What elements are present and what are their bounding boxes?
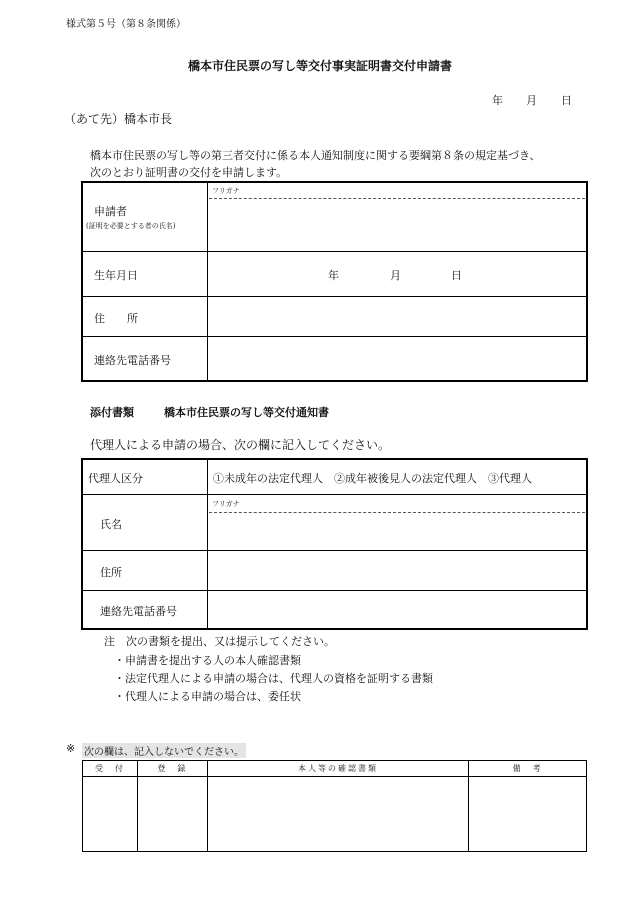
office-header-reception: 受 付	[83, 761, 138, 777]
office-header-remarks: 備 考	[469, 761, 587, 777]
agent-category-label: 代理人区分	[88, 472, 143, 485]
birth-date-label: 生年月日	[94, 269, 138, 282]
office-cell-registration	[137, 777, 207, 852]
office-use-mark: ※	[66, 742, 76, 755]
date-year: 年	[492, 94, 503, 107]
intro-line-2: 次のとおり証明書の交付を申請します。	[90, 166, 288, 179]
office-header-registration: 登 録	[137, 761, 207, 777]
intro-line-1: 橋本市住民票の写し等の第三者交付に係る本人通知制度に関する要綱第８条の規定基づき、	[90, 149, 541, 162]
birth-year-unit: 年	[328, 269, 339, 282]
office-cell-reception	[83, 777, 138, 852]
agent-address-field[interactable]	[209, 552, 585, 588]
notes-header: 注 次の書類を提出、又は提示してください。	[104, 635, 335, 648]
birth-day-unit: 日	[451, 269, 462, 282]
form-number: 様式第５号（第８条関係）	[66, 19, 186, 30]
office-header-id-docs: 本人等の確認書類	[207, 761, 468, 777]
office-cell-remarks	[469, 777, 587, 852]
agent-address-label: 住所	[100, 566, 122, 579]
agent-phone-label: 連絡先電話番号	[100, 605, 177, 618]
agent-category-options[interactable]: ①未成年の法定代理人 ②成年被後見人の法定代理人 ③代理人	[213, 472, 532, 485]
applicant-furigana-label: フリガナ	[212, 187, 240, 195]
agent-intro: 代理人による申請の場合、次の欄に記入してください。	[90, 438, 391, 452]
applicant-phone-label: 連絡先電話番号	[94, 354, 171, 367]
applicant-name-field[interactable]	[209, 200, 585, 249]
agent-furigana-label: フリガナ	[212, 500, 240, 508]
applicant-phone-field[interactable]	[209, 338, 585, 379]
agent-name-field[interactable]	[209, 514, 585, 548]
addressee: （あて先）橋本市長	[64, 112, 173, 126]
notes-item-2: ・法定代理人による申請の場合は、代理人の資格を証明する書類	[114, 672, 433, 685]
applicant-name-note: (証明を必要とする者の氏名)	[86, 222, 176, 230]
agent-phone-field[interactable]	[209, 592, 585, 627]
notes-item-3: ・代理人による申請の場合は、委任状	[114, 690, 301, 703]
birth-month-unit: 月	[390, 269, 401, 282]
attachment-value: 橋本市住民票の写し等交付通知書	[164, 406, 329, 419]
page-title: 橋本市住民票の写し等交付事実証明書交付申請書	[188, 59, 453, 73]
notes-item-1: ・申請書を提出する人の本人確認書類	[114, 654, 301, 667]
office-use-table	[82, 760, 587, 852]
date-day: 日	[561, 94, 572, 107]
date-month: 月	[526, 94, 537, 107]
office-cell-id-docs	[207, 777, 468, 852]
agent-name-label: 氏名	[100, 518, 122, 531]
attachment-label: 添付書類	[90, 406, 134, 419]
applicant-address-label: 住 所	[94, 312, 138, 325]
office-use-note: 次の欄は、記入しないでください。	[82, 743, 246, 758]
applicant-name-label: 申請者	[94, 205, 127, 218]
applicant-address-field[interactable]	[209, 298, 585, 335]
